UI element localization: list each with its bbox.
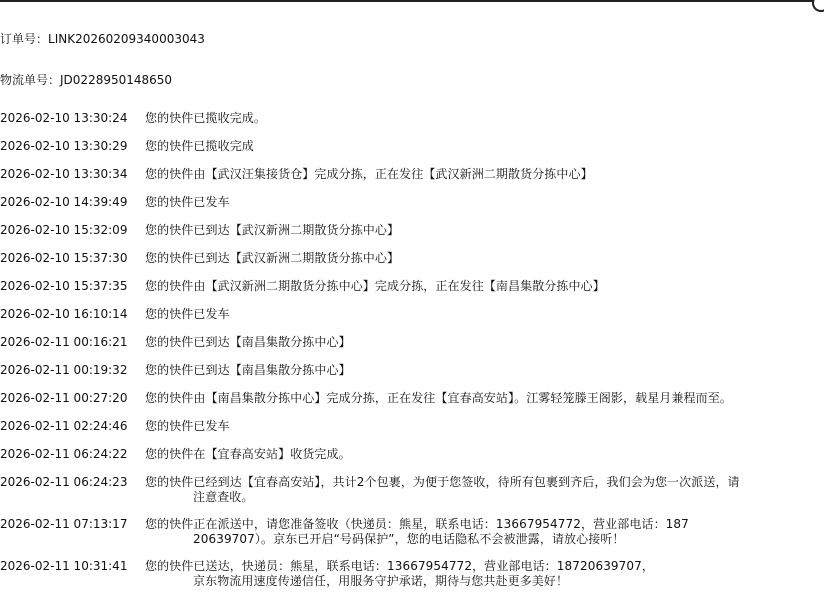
tracking-row	[0, 223, 824, 251]
tracking-description	[145, 391, 824, 406]
tracking-row	[0, 195, 824, 223]
tracking-description	[145, 279, 824, 294]
tracking-description-continuation: 注意查收。	[193, 490, 254, 504]
corner-circle-icon	[812, 0, 824, 12]
tracking-description-line: 您的快件在【宜春高安站】收货完成。	[145, 447, 351, 461]
order-number-value: LINK20260209340003043	[48, 32, 205, 46]
tracking-description	[145, 517, 824, 547]
tracking-description-line: 您的快件由【南昌集散分拣中心】完成分拣，正在发往【宜春高安站】。江雾轻笼滕王阁影，载星月兼程而至。	[145, 391, 732, 405]
tracking-row	[0, 111, 824, 139]
shipment-number-line	[0, 71, 172, 88]
tracking-description	[145, 475, 824, 505]
shipment-number-value: JD0228950148650	[60, 73, 173, 87]
tracking-row	[0, 307, 824, 335]
tracking-description-line: 您的快件由【武汉汪集接货仓】完成分拣，正在发往【武汉新洲二期散货分拣中心】	[145, 167, 593, 181]
tracking-row	[0, 559, 824, 601]
tracking-row	[0, 447, 824, 475]
shipment-number-label: 物流单号：	[0, 73, 61, 87]
tracking-description-continuation: 京东物流用速度传递信任，用服务守护承诺，期待与您共赴更多美好！	[193, 574, 569, 588]
tracking-description	[145, 419, 824, 434]
tracking-description-line: 您的快件已到达【南昌集散分拣中心】	[145, 363, 351, 377]
tracking-description	[145, 223, 824, 238]
tracking-description	[145, 335, 824, 350]
tracking-description	[145, 111, 824, 126]
tracking-description	[145, 167, 824, 182]
tracking-description-line: 您的快件已到达【南昌集散分拣中心】	[145, 335, 351, 349]
tracking-row	[0, 335, 824, 363]
tracking-time: 2026-02-10 15:32:09	[0, 223, 128, 237]
tracking-list	[0, 111, 824, 601]
tracking-description	[145, 447, 824, 462]
tracking-description-line: 您的快件已送达，快递员：熊星，联系电话：13667954772，营业部电话：18720639707，	[145, 559, 654, 573]
tracking-time: 2026-02-10 13:30:29	[0, 139, 128, 153]
tracking-time: 2026-02-11 07:13:17	[0, 517, 128, 531]
tracking-time: 2026-02-11 02:24:46	[0, 419, 128, 433]
tracking-row	[0, 167, 824, 195]
tracking-time: 2026-02-10 15:37:30	[0, 251, 128, 265]
tracking-time: 2026-02-10 15:37:35	[0, 279, 128, 293]
tracking-time: 2026-02-11 00:19:32	[0, 363, 128, 377]
tracking-description	[145, 307, 824, 322]
tracking-description	[145, 251, 824, 266]
tracking-row	[0, 363, 824, 391]
tracking-description-line: 您的快件已经到达【宜春高安站】，共计2个包裹，为便于您签收，待所有包裹到齐后，我们会为您一次派送，请	[145, 475, 740, 489]
tracking-description-line: 您的快件已发车	[145, 419, 230, 433]
tracking-row	[0, 419, 824, 447]
tracking-time: 2026-02-11 06:24:22	[0, 447, 128, 461]
tracking-time: 2026-02-11 00:16:21	[0, 335, 128, 349]
tracking-time: 2026-02-11 00:27:20	[0, 391, 128, 405]
tracking-row	[0, 279, 824, 307]
tracking-time: 2026-02-10 16:10:14	[0, 307, 128, 321]
tracking-description	[145, 559, 824, 589]
order-number-line	[0, 30, 205, 47]
tracking-description-line: 您的快件已到达【武汉新洲二期散货分拣中心】	[145, 223, 400, 237]
tracking-description-line: 您的快件正在派送中，请您准备签收（快递员：熊星，联系电话：13667954772，营业部电话：187	[145, 517, 689, 531]
tracking-time: 2026-02-11 10:31:41	[0, 559, 128, 573]
tracking-row	[0, 139, 824, 167]
tracking-description-line: 您的快件已揽收完成	[145, 139, 254, 153]
tracking-description	[145, 363, 824, 378]
tracking-description	[145, 139, 824, 154]
tracking-description-line: 您的快件已发车	[145, 307, 230, 321]
tracking-description	[145, 195, 824, 210]
tracking-time: 2026-02-11 06:24:23	[0, 475, 128, 489]
tracking-description-line: 您的快件由【武汉新洲二期散货分拣中心】完成分拣，正在发往【南昌集散分拣中心】	[145, 279, 605, 293]
tracking-time: 2026-02-10 13:30:24	[0, 111, 128, 125]
tracking-row	[0, 251, 824, 279]
tracking-row	[0, 517, 824, 559]
tracking-description-line: 您的快件已到达【武汉新洲二期散货分拣中心】	[145, 251, 400, 265]
order-number-label: 订单号：	[0, 32, 49, 46]
tracking-description-continuation: 20639707）。京东已开启“号码保护”，您的电话隐私不会被泄露，请放心接听！	[193, 532, 625, 546]
tracking-row	[0, 475, 824, 517]
tracking-time: 2026-02-10 14:39:49	[0, 195, 128, 209]
tracking-description-line: 您的快件已发车	[145, 195, 230, 209]
tracking-time: 2026-02-10 13:30:34	[0, 167, 128, 181]
tracking-description-line: 您的快件已揽收完成。	[145, 111, 267, 125]
top-border	[0, 0, 824, 2]
tracking-row	[0, 391, 824, 419]
